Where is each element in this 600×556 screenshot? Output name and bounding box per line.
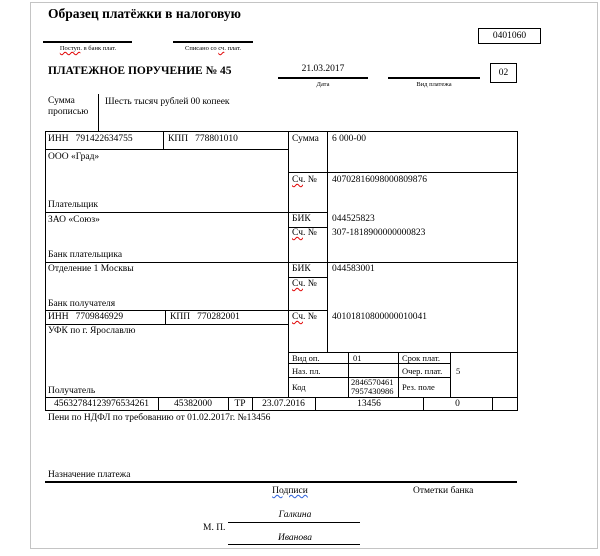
tax-row-cell-date: 0 [455, 399, 460, 409]
amount-words-value: Шесть тысяч рублей 00 копеек [105, 97, 230, 107]
table-line [288, 277, 327, 278]
ocher-plat-value: 5 [456, 366, 461, 376]
table-line [45, 410, 517, 411]
payer-account-label: Сч. № [292, 175, 317, 185]
payment-purpose-text: Пени по НДФЛ по требованию от 01.02.2017г. №13456 [48, 413, 271, 423]
payee-bank-name: Отделение 1 Москвы [48, 264, 134, 274]
tax-row-cell-oktmo: 45382000 [174, 399, 212, 409]
tax-row-cell-number: 13456 [357, 399, 381, 409]
date-line [278, 77, 368, 79]
payer-bank-bik-label: БИК [292, 214, 311, 224]
signatures-label: Подписи [272, 486, 308, 496]
table-line [288, 363, 450, 364]
payer-label: Плательщик [48, 200, 99, 210]
table-line [517, 131, 518, 411]
table-line [398, 352, 399, 397]
ocher-plat-label: Очер. плат. [402, 366, 443, 376]
table-line [450, 352, 451, 397]
payer-name: ООО «Град» [48, 152, 100, 162]
payee-account-label: Сч. № [292, 312, 317, 322]
srok-plat-label: Срок плат. [402, 353, 440, 363]
payment-status-box: 02 [490, 63, 517, 83]
tax-row-cell-kbk: 45632784123976534261 [54, 399, 149, 409]
table-line [163, 131, 164, 149]
tax-row-cell-basis: ТР [234, 399, 246, 409]
payer-account-value: 40702816098000809876 [332, 175, 427, 185]
payee-bank-bik-value: 044583001 [332, 264, 375, 274]
table-line [45, 262, 517, 263]
bank-marks-label: Отметки банка [413, 486, 474, 496]
payee-label: Получатель [48, 386, 96, 396]
kod-value: 2846570461 7957430986 [351, 377, 394, 396]
payer-bank-bik-value: 044525823 [332, 214, 375, 224]
table-line [45, 212, 327, 213]
payer-bank-account-value: 307-1818900000000823 [332, 228, 426, 238]
payment-type-line [388, 77, 480, 79]
date-label: Дата [316, 81, 330, 88]
table-line [45, 131, 517, 132]
payment-purpose-label: Назначение платежа [48, 470, 131, 480]
table-line [288, 131, 289, 397]
tax-row-cell-period: 23.07.2016 [262, 399, 305, 409]
table-line [492, 397, 493, 410]
payment-type-label: Вид платежа [416, 81, 452, 88]
payer-bank-account-label: Сч. № [292, 228, 317, 238]
payer-bank-label: Банк плательщика [48, 250, 123, 260]
payee-name: УФК по г. Ярославлю [48, 326, 136, 336]
payee-account-value: 40101810800000010041 [332, 312, 427, 322]
amount-words-label: Сумма прописью [48, 96, 89, 117]
vid-op-label: Вид оп. [292, 353, 320, 363]
stub-label-debited: Списано со сч. плат. [185, 45, 241, 52]
stub-label-bank-received: Поступ. в банк плат. [59, 45, 117, 52]
doc-title: ПЛАТЕЖНОЕ ПОРУЧЕНИЕ № 45 [48, 65, 232, 77]
signature-first: Галкина [278, 510, 312, 520]
signature-second: Иванова [278, 533, 312, 543]
payer-bank-name: ЗАО «Союз» [48, 215, 100, 225]
payer-inn: ИНН 791422634755 [48, 134, 133, 144]
stub-line-left [43, 41, 132, 43]
vid-op-value: 01 [353, 353, 362, 363]
table-line [45, 324, 288, 325]
table-line [165, 310, 166, 324]
table-line [348, 352, 349, 397]
payer-kpp: КПП 778801010 [168, 134, 238, 144]
table-line [288, 172, 517, 173]
rez-pole-label: Рез. поле [402, 382, 435, 392]
amount-figures: 6 000-00 [332, 134, 367, 144]
table-line [327, 131, 328, 352]
amount-label: Сумма [292, 134, 319, 144]
payee-inn: ИНН 7709846929 [48, 312, 124, 322]
purpose-underline [45, 481, 517, 483]
table-line [45, 131, 46, 411]
doc-date-value: 21.03.2017 [301, 64, 345, 74]
stamp-place-label: М. П. [203, 523, 226, 533]
stub-line-right [173, 41, 253, 43]
kod-label: Код [292, 382, 306, 392]
signature-line-first [228, 522, 360, 523]
table-line [45, 397, 517, 398]
payee-bank-label: Банк получателя [48, 299, 116, 309]
payee-bank-account-label: Сч. № [292, 279, 317, 289]
signature-line-second [228, 544, 360, 545]
table-line [45, 310, 327, 311]
payee-kpp: КПП 770282001 [170, 312, 240, 322]
amount-words-divider [98, 94, 99, 131]
page-title: Образец платёжки в налоговую [48, 6, 241, 21]
form-code-box: 0401060 [478, 28, 541, 44]
table-line [45, 149, 288, 150]
payee-bank-bik-label: БИК [292, 264, 311, 274]
naz-pl-label: Наз. пл. [292, 366, 321, 376]
